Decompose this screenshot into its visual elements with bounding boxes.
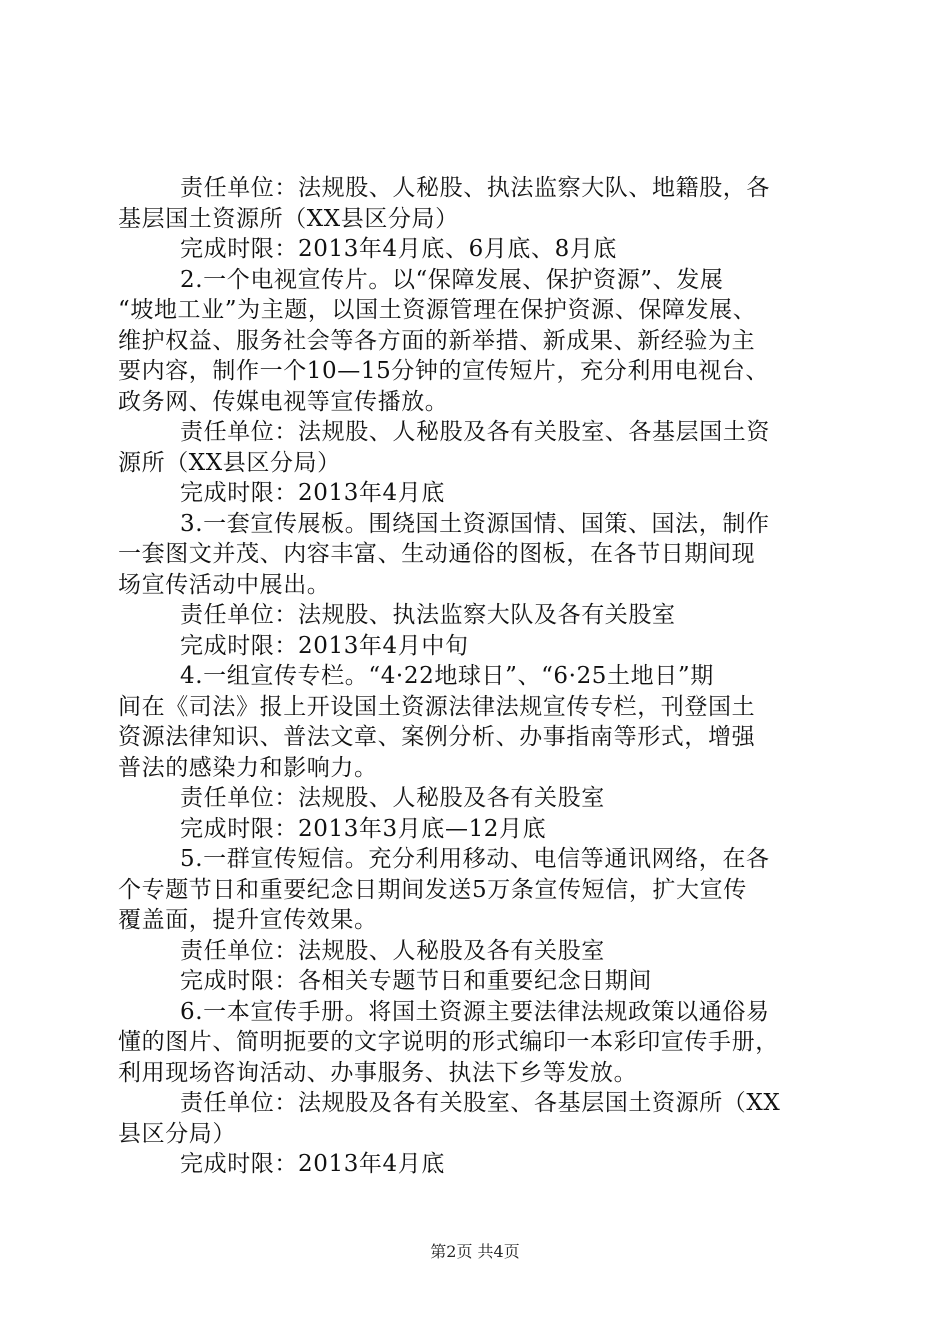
text-line: 普法的感染力和影响力。 bbox=[118, 754, 378, 781]
text-line: 一套图文并茂、内容丰富、生动通俗的图板，在各节日期间现 bbox=[118, 541, 756, 567]
text-line: 个专题节日和重要纪念日期间发送5万条宣传短信，扩大宣传 bbox=[118, 876, 747, 903]
text-line: 维护权益、服务社会等各方面的新举措、新成果、新经验为主 bbox=[118, 327, 756, 354]
text-line: 责任单位：法规股、执法监察大队及各有关股室 bbox=[180, 602, 676, 628]
text-line: 责任单位：法规股、人秘股及各有关股室 bbox=[180, 785, 605, 811]
text-line: 责任单位：法规股、人秘股及各有关股室、各基层国土资 bbox=[180, 419, 770, 445]
text-line: 懂的图片、简明扼要的文字说明的形式编印一本彩印宣传手册， bbox=[118, 1029, 779, 1055]
text-line: 政务网、传媒电视等宣传播放。 bbox=[118, 388, 449, 415]
page-footer: 第2页 共4页 bbox=[430, 1242, 520, 1261]
text-line: 责任单位：法规股、人秘股、执法监察大队、地籍股，各 bbox=[180, 175, 770, 201]
text-line: 资源法律知识、普法文章、案例分析、办事指南等形式，增强 bbox=[118, 724, 756, 750]
text-line: 源所（XX县区分局） bbox=[118, 449, 341, 476]
text-line: 责任单位：法规股及各有关股室、各基层国土资源所（XX bbox=[180, 1090, 781, 1116]
text-line: 完成时限：2013年4月中旬 bbox=[180, 632, 469, 659]
text-line: 6.一本宣传手册。将国土资源主要法律法规政策以通俗易 bbox=[180, 998, 770, 1025]
text-line: 3.一套宣传展板。围绕国土资源国情、国策、国法，制作 bbox=[180, 510, 770, 537]
text-line: “坡地工业”为主题，以国土资源管理在保护资源、保障发展、 bbox=[118, 297, 757, 323]
document-body bbox=[118, 173, 838, 1180]
text-line: 利用现场咨询活动、办事服务、执法下乡等发放。 bbox=[118, 1059, 638, 1086]
text-line: 完成时限：2013年4月底、6月底、8月底 bbox=[180, 236, 618, 262]
text-line: 间在《司法》报上开设国土资源法律法规宣传专栏，刊登国土 bbox=[118, 693, 756, 720]
text-line: 责任单位：法规股、人秘股及各有关股室 bbox=[180, 937, 605, 964]
text-line: 县区分局） bbox=[118, 1120, 236, 1147]
text-line: 2.一个电视宣传片。以“保障发展、保护资源”、发展 bbox=[180, 266, 724, 293]
text-line: 完成时限：2013年3月底—12月底 bbox=[180, 815, 547, 842]
text-line: 5.一群宣传短信。充分利用移动、电信等通讯网络，在各 bbox=[180, 846, 770, 872]
text-line: 完成时限：各相关专题节日和重要纪念日期间 bbox=[180, 968, 652, 994]
text-line: 4.一组宣传专栏。“4·22地球日”、“6·25土地日”期 bbox=[180, 663, 714, 689]
text-line: 基层国土资源所（XX县区分局） bbox=[118, 205, 459, 232]
text-line: 完成时限：2013年4月底 bbox=[180, 1151, 445, 1177]
text-line: 要内容，制作一个10—15分钟的宣传短片，充分利用电视台、 bbox=[118, 358, 769, 384]
text-line: 覆盖面，提升宣传效果。 bbox=[118, 907, 378, 933]
text-line: 完成时限：2013年4月底 bbox=[180, 480, 445, 506]
text-line: 场宣传活动中展出。 bbox=[118, 571, 331, 598]
